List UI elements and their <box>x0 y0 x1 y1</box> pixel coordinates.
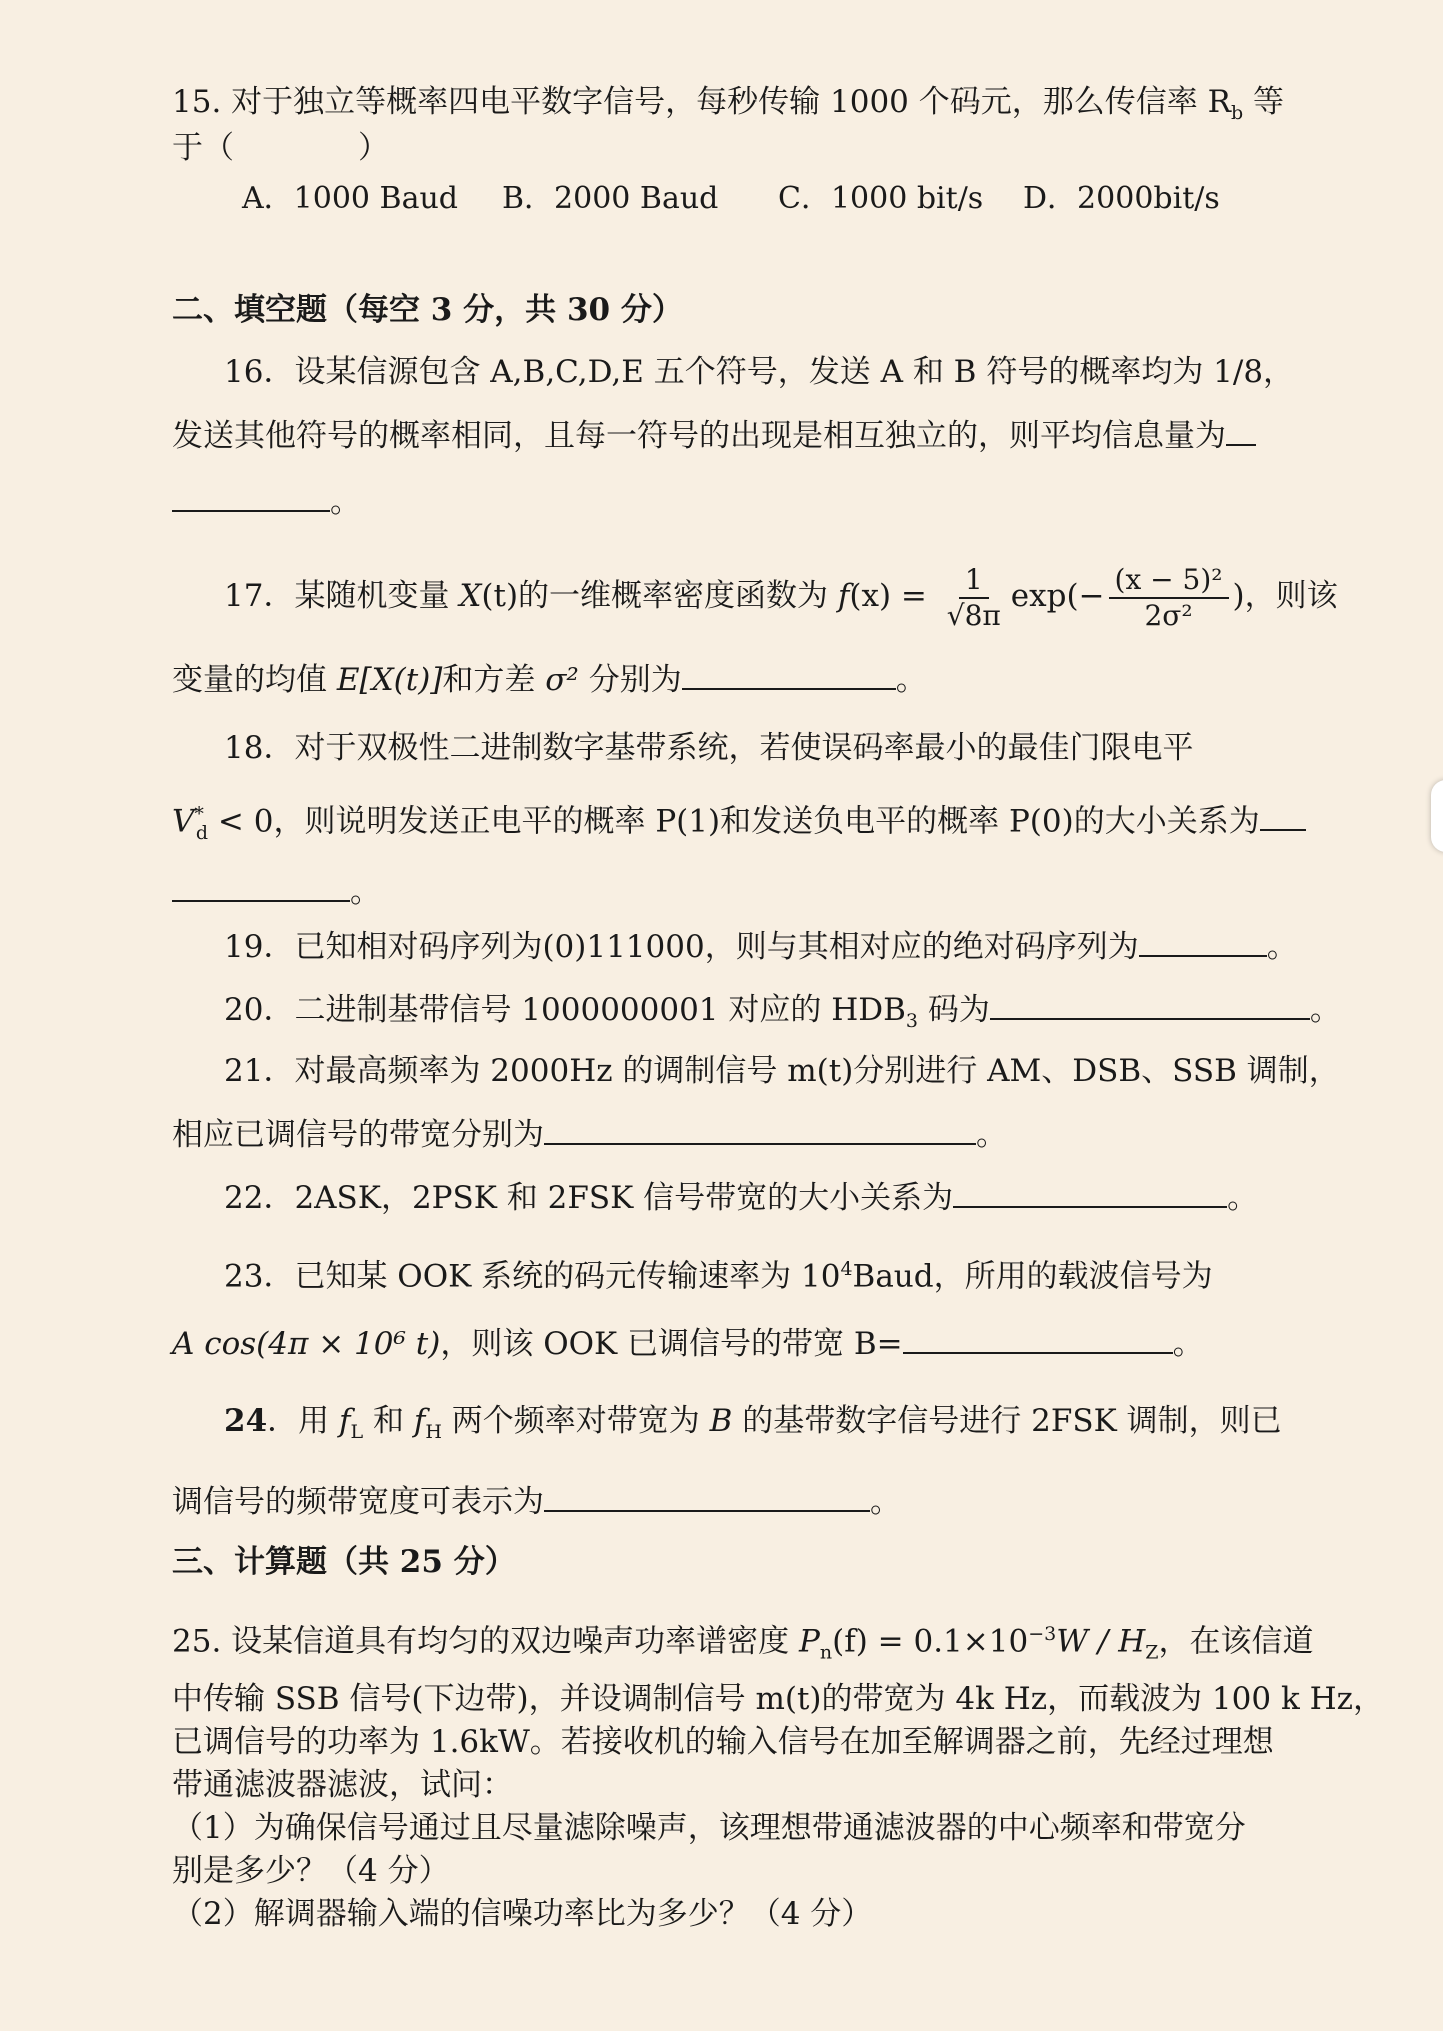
q19-blank[interactable] <box>1139 925 1267 957</box>
q16-blank[interactable] <box>172 480 330 512</box>
q21-line1: 21．对最高频率为 2000Hz 的调制信号 m(t)分别进行 AM、DSB、SSB 调制， <box>224 1053 1340 1089</box>
q16-blank-start[interactable] <box>1226 414 1256 446</box>
q23-line2: A cos(4π × 10⁶ t)，则该 OOK 已调信号的带宽 B= 。 <box>172 1322 1204 1364</box>
section2-heading: 二、填空题（每空 3 分，共 30 分） <box>172 292 683 328</box>
q22-line: 22．2ASK，2PSK 和 2FSK 信号带宽的大小关系为 。 <box>224 1176 1258 1218</box>
q25-line2: 中传输 SSB 信号(下边带)，并设调制信号 m(t)的带宽为 4k Hz，而载波为 100 k Hz， <box>172 1681 1384 1717</box>
q23-blank[interactable] <box>903 1322 1173 1354</box>
q16-line2: 发送其他符号的概率相同，且每一符号的出现是相互独立的，则平均信息量为 <box>172 414 1256 456</box>
q16-line3: 。 <box>172 480 361 522</box>
q18-line1: 18．对于双极性二进制数字基带系统，若使误码率最小的最佳门限电平 <box>224 730 1194 766</box>
q15-line1: 15. 对于独立等概率四电平数字信号，每秒传输 1000 个码元，那么传信率 $R_b$ 等 <box>172 84 1284 125</box>
q18-blank-start[interactable] <box>1260 799 1306 831</box>
q18-blank[interactable] <box>172 870 350 902</box>
q18-line3: 。 <box>172 870 381 912</box>
q22-blank[interactable] <box>953 1176 1227 1208</box>
q17-blank[interactable] <box>682 658 896 690</box>
q17-line1: 17．某随机变量 X(t)的一维概率密度函数为 f(x) = $\frac{1}{√8\pi}$ exp(− $\frac{\text{(x − 5)²}}{\text{2σ²}}$ )，则该 <box>224 562 1338 632</box>
section3-heading: 三、计算题（共 25 分） <box>172 1544 516 1580</box>
q25-line3: 已调信号的功率为 1.6kW。若接收机的输入信号在加至解调器之前，先经过理想 <box>172 1724 1274 1760</box>
q24-line2: 调信号的频带宽度可表示为 。 <box>172 1480 901 1522</box>
q20-line: 20．二进制基带信号 1000000001 对应的 $HDB_3$ 码为 。 <box>224 988 1341 1041</box>
q18-line2: $V^*_d < 0$，则说明发送正电平的概率 P(1)和发送负电平的概率 P(0)的大小关系为 <box>172 794 1306 853</box>
q25-line1: 25. 设某信道具有均匀的双边噪声功率谱密度 $P_n(f) = 0.1\times 10^{-3}W / H_Z$，在该信道 <box>172 1623 1314 1664</box>
q15-option-a: A．1000 Baud <box>242 181 459 216</box>
q15-option-c: C．1000 bit/s <box>778 181 984 216</box>
q25-sub1-line2: 别是多少？（4 分） <box>172 1853 450 1889</box>
scroll-handle[interactable] <box>1431 780 1443 852</box>
q15-option-b: B．2000 Baud <box>502 181 719 216</box>
q17-line2: 变量的均值 E[X(t)]和方差 σ² 分别为 。 <box>172 658 927 700</box>
q24-line1: 24．用 $f_L$ 和 $f_H$ 两个频率对带宽为 B 的基带数字信号进行 2FSK 调制，则已 <box>224 1403 1282 1444</box>
q16-line1: 16．设某信源包含 A,B,C,D,E 五个符号，发送 A 和 B 符号的概率均为 1/8， <box>224 354 1295 390</box>
q23-line1: 23．已知某 OOK 系统的码元传输速率为 $10^4Baud$，所用的载波信号为 <box>224 1258 1213 1295</box>
q17-fraction-2: $\frac{\text{(x − 5)²}}{\text{2σ²}}$ <box>1109 563 1229 633</box>
q17-fraction-1: $\frac{1}{√8\pi}$ <box>946 562 1001 632</box>
q15-option-d: D．2000bit/s <box>1023 181 1220 216</box>
q25-sub2: （2）解调器输入端的信噪功率比为多少？（4 分） <box>172 1896 873 1932</box>
q25-line4: 带通滤波器滤波，试问： <box>172 1767 513 1803</box>
q21-blank[interactable] <box>544 1113 976 1145</box>
q19-line: 19．已知相对码序列为(0)111000，则与其相对应的绝对码序列为 。 <box>224 925 1298 967</box>
q20-blank[interactable] <box>990 988 1310 1020</box>
q21-line2: 相应已调信号的带宽分别为 。 <box>172 1113 1007 1155</box>
q24-blank[interactable] <box>544 1480 870 1512</box>
q15-line2: 于（ ） <box>172 130 389 166</box>
q25-sub1-line1: （1）为确保信号通过且尽量滤除噪声，该理想带通滤波器的中心频率和带宽分 <box>172 1810 1246 1846</box>
